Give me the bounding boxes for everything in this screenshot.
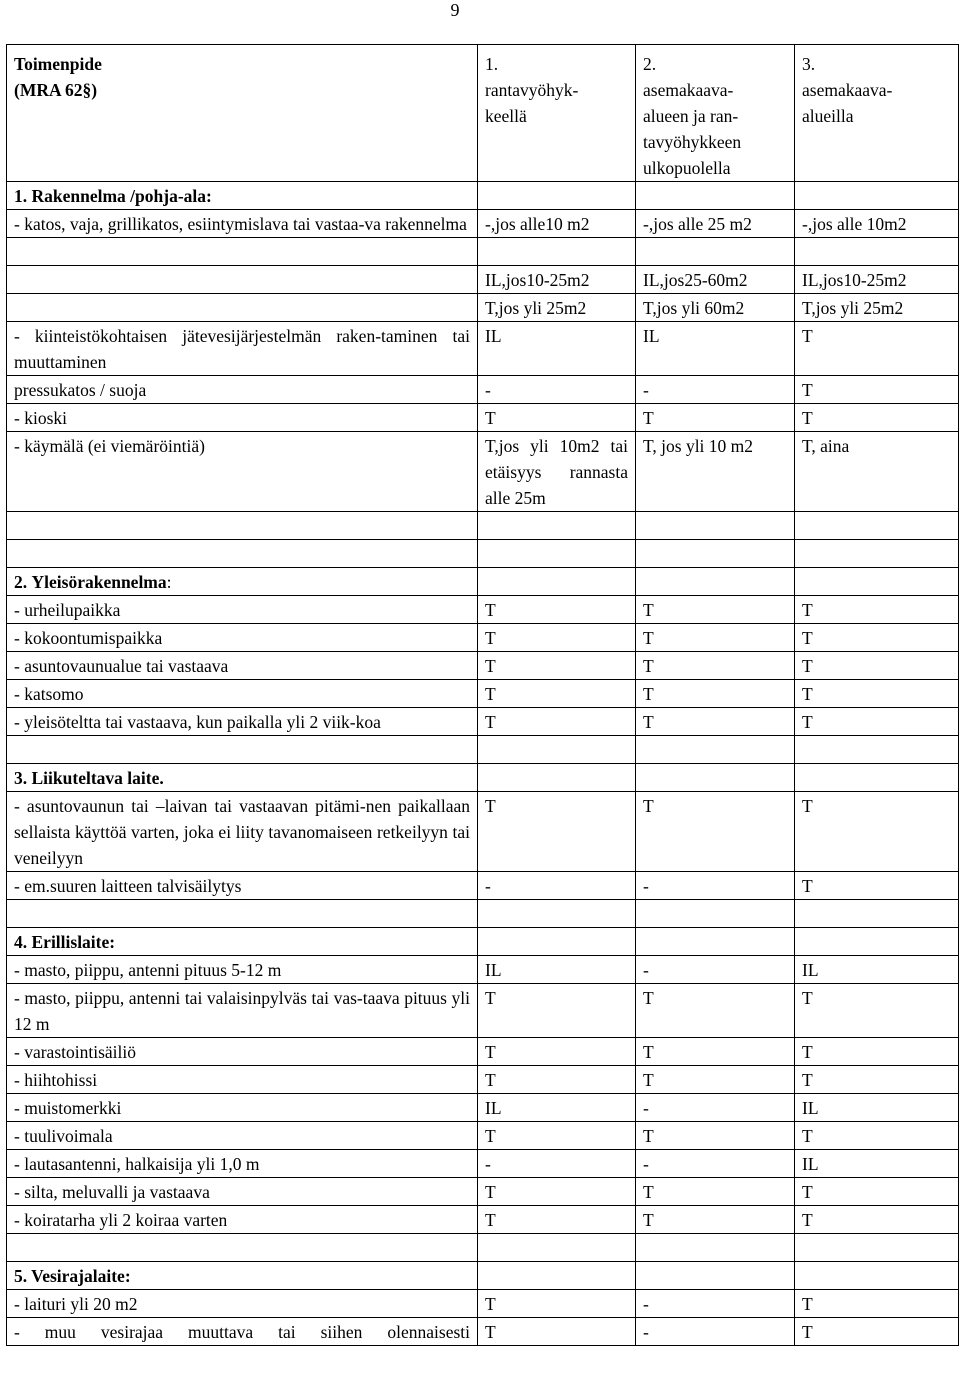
row-label: pressukatos / suoja <box>7 376 478 404</box>
cell-ulkopuolella: IL,jos25-60m2 <box>636 266 795 294</box>
cell-ulkopuolella: T <box>636 984 795 1038</box>
section2-title <box>7 568 478 596</box>
spacer-row <box>7 540 959 568</box>
cell-rantavyohyke: T <box>478 1290 636 1318</box>
cell-rantavyohyke: T <box>478 984 636 1038</box>
table-row <box>7 1066 959 1094</box>
empty-cell <box>795 568 959 596</box>
table-row <box>7 652 959 680</box>
row-label: - silta, meluvalli ja vastaava <box>7 1178 478 1206</box>
cell-rantavyohyke: T <box>478 1318 636 1346</box>
cell-ulkopuolella: T <box>636 1038 795 1066</box>
regulation-table <box>6 44 959 1346</box>
cell-asemakaava: IL <box>795 1150 959 1178</box>
cell-asemakaava: IL <box>795 1094 959 1122</box>
header-col3-l3: alueen ja ran- <box>643 106 739 126</box>
empty-cell <box>478 764 636 792</box>
cell-asemakaava: T <box>795 376 959 404</box>
cell-ulkopuolella: - <box>636 872 795 900</box>
row-label: - masto, piippu, antenni pituus 5-12 m <box>7 956 478 984</box>
table-row <box>7 432 959 512</box>
cell-asemakaava: T <box>795 1318 959 1346</box>
row-label: - lautasantenni, halkaisija yli 1,0 m <box>7 1150 478 1178</box>
cell-ulkopuolella: - <box>636 1290 795 1318</box>
section1-title-row <box>7 182 959 210</box>
cell-rantavyohyke: - <box>478 1150 636 1178</box>
section2-colon: : <box>166 572 172 592</box>
cell-ulkopuolella: - <box>636 956 795 984</box>
cell-ulkopuolella: T <box>636 708 795 736</box>
section4-title <box>7 928 478 956</box>
cell-asemakaava: T <box>795 1178 959 1206</box>
spacer-row <box>7 238 959 266</box>
row-label: - yleisöteltta tai vastaava, kun paikalla yli 2 viik-koa <box>7 708 478 736</box>
cell-rantavyohyke: T,jos yli 10m2 tai etäisyys rannasta alle 25m <box>478 432 636 512</box>
table-row <box>7 872 959 900</box>
empty-cell <box>7 266 478 294</box>
table-row <box>7 984 959 1038</box>
cell-rantavyohyke: - <box>478 872 636 900</box>
header-toimenpide <box>7 45 478 182</box>
cell-ulkopuolella: - <box>636 1150 795 1178</box>
header-col4-l2: asemakaava- <box>802 80 893 100</box>
table-row <box>7 210 959 238</box>
header-col2-l1: 1. <box>485 54 499 74</box>
row-label: - asuntovaunun tai –laivan tai vastaavan pitämi-nen paikallaan sellaista käyttöä varten, joka ei liity tavanomaiseen retkeilyyn tai veneilyyn <box>7 792 478 872</box>
cell-rantavyohyke: T <box>478 624 636 652</box>
cell-asemakaava: T <box>795 680 959 708</box>
cell-ulkopuolella: T <box>636 1066 795 1094</box>
cell-ulkopuolella: T <box>636 624 795 652</box>
row-label: - muu vesirajaa muuttava tai siihen olennaisesti <box>7 1318 478 1346</box>
header-col2-l2: rantavyöhyk- <box>485 80 579 100</box>
cell-ulkopuolella: T <box>636 792 795 872</box>
section5-title-row <box>7 1262 959 1290</box>
cell-ulkopuolella: T <box>636 1178 795 1206</box>
table-row <box>7 376 959 404</box>
cell-rantavyohyke: -,jos alle10 m2 <box>478 210 636 238</box>
empty-cell <box>636 182 795 210</box>
table-row <box>7 1318 959 1346</box>
row-label: - koiratarha yli 2 koiraa varten <box>7 1206 478 1234</box>
cell-asemakaava: IL <box>795 956 959 984</box>
cell-asemakaava: T <box>795 872 959 900</box>
header-col4-l3: alueilla <box>802 106 854 126</box>
table-row <box>7 294 959 322</box>
section1-title: 1. Rakennelma /pohja-ala: <box>7 182 478 210</box>
empty-cell <box>636 928 795 956</box>
row-label: - kokoontumispaikka <box>7 624 478 652</box>
cell-ulkopuolella: - <box>636 1318 795 1346</box>
cell-rantavyohyke: T <box>478 680 636 708</box>
cell-asemakaava: T <box>795 652 959 680</box>
header-col1-line1: Toimenpide <box>14 54 102 74</box>
cell-rantavyohyke: T <box>478 708 636 736</box>
cell-asemakaava: T <box>795 1206 959 1234</box>
cell-rantavyohyke: T <box>478 1122 636 1150</box>
cell-ulkopuolella: - <box>636 376 795 404</box>
row-label: - masto, piippu, antenni tai valaisinpylväs tai vas-taava pituus yli 12 m <box>7 984 478 1038</box>
row-label: - katsomo <box>7 680 478 708</box>
header-col3-l2: asemakaava- <box>643 80 734 100</box>
table-row <box>7 404 959 432</box>
empty-cell <box>636 764 795 792</box>
section2-title-row <box>7 568 959 596</box>
cell-rantavyohyke: T <box>478 596 636 624</box>
table-row <box>7 1150 959 1178</box>
row-label: - urheilupaikka <box>7 596 478 624</box>
cell-asemakaava: T <box>795 792 959 872</box>
cell-rantavyohyke: IL <box>478 1094 636 1122</box>
row-label: - katos, vaja, grillikatos, esiintymislava tai vastaa-va rakennelma <box>7 210 478 238</box>
cell-asemakaava: -,jos alle 10m2 <box>795 210 959 238</box>
section3-title-row <box>7 764 959 792</box>
cell-ulkopuolella: T, jos yli 10 m2 <box>636 432 795 512</box>
cell-ulkopuolella: T <box>636 652 795 680</box>
cell-asemakaava: T <box>795 322 959 376</box>
table-row <box>7 624 959 652</box>
empty-cell <box>795 1262 959 1290</box>
table-row <box>7 1206 959 1234</box>
header-col3-l1: 2. <box>643 54 657 74</box>
cell-rantavyohyke: T <box>478 652 636 680</box>
cell-rantavyohyke: T <box>478 1066 636 1094</box>
header-col2-l3: keellä <box>485 106 527 126</box>
cell-asemakaava: T <box>795 1038 959 1066</box>
section4-title-text: Erillislaite: <box>31 932 116 952</box>
spacer-row <box>7 512 959 540</box>
empty-cell <box>795 764 959 792</box>
table-row <box>7 708 959 736</box>
cell-ulkopuolella: T <box>636 404 795 432</box>
cell-rantavyohyke: T <box>478 404 636 432</box>
table-row <box>7 1290 959 1318</box>
row-label: - käymälä (ei viemäröintiä) <box>7 432 478 512</box>
section4-num: 4. <box>14 932 28 952</box>
section2-num: 2. <box>14 572 28 592</box>
empty-cell <box>636 1262 795 1290</box>
cell-asemakaava: T,jos yli 25m2 <box>795 294 959 322</box>
cell-ulkopuolella: - <box>636 1094 795 1122</box>
empty-cell <box>795 182 959 210</box>
row-label: - em.suuren laitteen talvisäilytys <box>7 872 478 900</box>
cell-rantavyohyke: T <box>478 1206 636 1234</box>
cell-ulkopuolella: IL <box>636 322 795 376</box>
cell-rantavyohyke: T,jos yli 25m2 <box>478 294 636 322</box>
table-row <box>7 956 959 984</box>
cell-ulkopuolella: T <box>636 596 795 624</box>
empty-cell <box>636 568 795 596</box>
empty-cell <box>478 928 636 956</box>
row-label: - hiihtohissi <box>7 1066 478 1094</box>
table-row <box>7 792 959 872</box>
cell-asemakaava: T <box>795 404 959 432</box>
section2-title-text: Yleisörakennelma <box>31 572 167 592</box>
cell-rantavyohyke: IL <box>478 956 636 984</box>
cell-rantavyohyke: IL <box>478 322 636 376</box>
cell-asemakaava: T <box>795 984 959 1038</box>
header-col1-line2: (MRA 62§) <box>14 80 98 100</box>
table-row <box>7 1038 959 1066</box>
page-number: 9 <box>450 0 460 20</box>
row-label: - laituri yli 20 m2 <box>7 1290 478 1318</box>
row-label: - kiinteistökohtaisen jätevesijärjestelmän raken-taminen tai muuttaminen <box>7 322 478 376</box>
cell-rantavyohyke: T <box>478 1178 636 1206</box>
empty-cell <box>478 182 636 210</box>
header-col3-l4: tavyöhykkeen <box>643 132 742 152</box>
cell-ulkopuolella: T <box>636 1206 795 1234</box>
cell-ulkopuolella: -,jos alle 25 m2 <box>636 210 795 238</box>
table-row <box>7 680 959 708</box>
cell-asemakaava: T <box>795 1290 959 1318</box>
cell-rantavyohyke: - <box>478 376 636 404</box>
section4-title-row <box>7 928 959 956</box>
cell-rantavyohyke: T <box>478 1038 636 1066</box>
table-row <box>7 1094 959 1122</box>
cell-rantavyohyke: T <box>478 792 636 872</box>
table-row <box>7 266 959 294</box>
row-label: - varastointisäiliö <box>7 1038 478 1066</box>
row-label: - muistomerkki <box>7 1094 478 1122</box>
empty-cell <box>478 1262 636 1290</box>
cell-asemakaava: T <box>795 1066 959 1094</box>
table-row <box>7 1122 959 1150</box>
empty-cell <box>7 294 478 322</box>
section5-title: 5. Vesirajalaite: <box>7 1262 478 1290</box>
spacer-row <box>7 1234 959 1262</box>
section3-title: 3. Liikuteltava laite. <box>7 764 478 792</box>
row-label: - kioski <box>7 404 478 432</box>
cell-asemakaava: IL,jos10-25m2 <box>795 266 959 294</box>
cell-asemakaava: T <box>795 1122 959 1150</box>
header-col4-l1: 3. <box>802 54 816 74</box>
cell-asemakaava: T <box>795 624 959 652</box>
spacer-row <box>7 900 959 928</box>
cell-ulkopuolella: T,jos yli 60m2 <box>636 294 795 322</box>
cell-ulkopuolella: T <box>636 680 795 708</box>
cell-asemakaava: T <box>795 596 959 624</box>
empty-cell <box>795 928 959 956</box>
header-row <box>7 45 959 182</box>
row-label: - asuntovaunualue tai vastaava <box>7 652 478 680</box>
cell-asemakaava: T <box>795 708 959 736</box>
cell-ulkopuolella: T <box>636 1122 795 1150</box>
cell-rantavyohyke: IL,jos10-25m2 <box>478 266 636 294</box>
table-row <box>7 596 959 624</box>
header-ulkopuolella <box>636 45 795 182</box>
empty-cell <box>478 568 636 596</box>
table-row <box>7 322 959 376</box>
table-row <box>7 1178 959 1206</box>
spacer-row <box>7 736 959 764</box>
header-col3-l5: ulkopuolella <box>643 158 731 178</box>
cell-asemakaava: T, aina <box>795 432 959 512</box>
header-asemakaava <box>795 45 959 182</box>
row-label: - tuulivoimala <box>7 1122 478 1150</box>
header-rantavyohyke <box>478 45 636 182</box>
